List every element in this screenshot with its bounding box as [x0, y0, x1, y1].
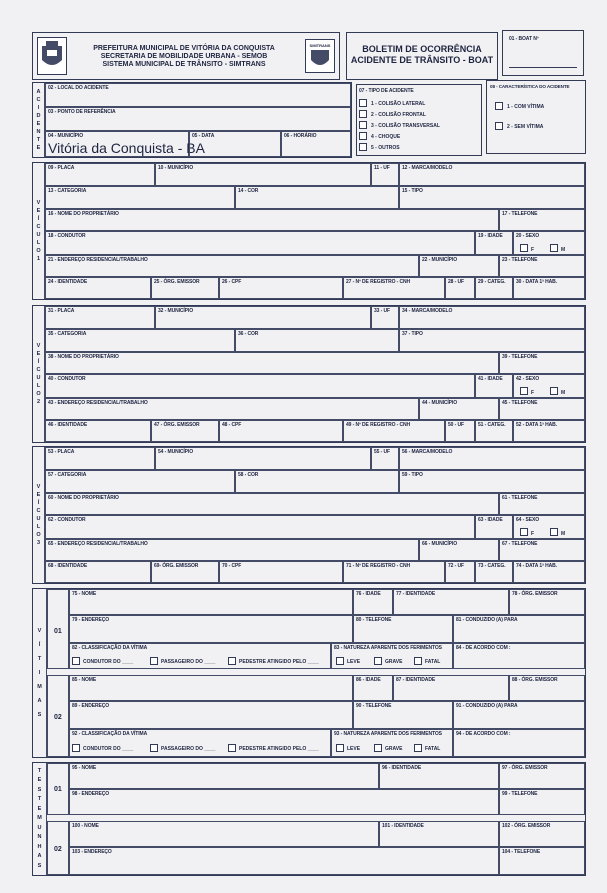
witness-2-phone-field[interactable]: 104 - TELEFONE: [499, 847, 585, 875]
v3-sex-f-checkbox[interactable]: [520, 528, 528, 536]
victim-2-phone-field[interactable]: 90 - TELEFONE: [353, 701, 453, 729]
v2-address-city-field[interactable]: 44 - MUNICÍPIO: [419, 398, 499, 420]
v3-address-field[interactable]: 65 - ENDEREÇO RESIDENCIAL/TRABALHO: [45, 539, 419, 561]
victim-2-driver-checkbox[interactable]: [72, 744, 80, 752]
v3-phone2-field[interactable]: 67 - TELEFONE: [499, 539, 585, 561]
victim-2-id-field[interactable]: 87 - IDENTIDADE: [393, 675, 509, 701]
v1-address-city-field[interactable]: 22 - MUNICÍPIO: [419, 255, 499, 277]
boat-number-box[interactable]: [502, 30, 584, 76]
victim-1-number: 01: [54, 628, 62, 635]
victim-1-id-field[interactable]: 77 - IDENTIDADE: [393, 589, 509, 615]
witness-1-id-field[interactable]: 96 - IDENTIDADE: [379, 763, 499, 789]
municipio-value: Vitória da Conquista - BA: [48, 140, 205, 156]
date-field[interactable]: 05 - DATA: [189, 131, 281, 157]
v3-age-field[interactable]: 63 - IDADE: [475, 515, 513, 539]
v1-cnh-field[interactable]: 27 - Nº DE REGISTRO - CNH: [343, 277, 445, 299]
simtrans-logo-text: SIMTRANS: [309, 42, 331, 48]
victim-1-age-field[interactable]: 76 - IDADE: [353, 589, 393, 615]
v2-color-field[interactable]: 36 - COR: [235, 329, 399, 352]
v1-type-field[interactable]: 15 - TIPO: [399, 186, 585, 209]
v2-address-field[interactable]: 43 - ENDEREÇO RESIDENCIAL/TRABALHO: [45, 398, 419, 420]
city-coat-of-arms-icon: [37, 37, 67, 75]
vehicle-3-side-label: V E Í C U L O 3: [33, 447, 45, 583]
v3-cnh-uf-field[interactable]: 72 - UF: [445, 561, 475, 583]
victim-1-name-field[interactable]: 75 - NOME: [69, 589, 353, 615]
vehicle-3-section: [32, 446, 586, 584]
v1-owner-field[interactable]: 16 - NOME DO PROPRIETÁRIO: [45, 209, 499, 231]
reference-field[interactable]: 03 - PONTO DE REFERÊNCIA: [45, 107, 351, 131]
v1-driver-field[interactable]: 18 - CONDUTOR: [45, 231, 475, 255]
victims-side-label: V Í T I M A S: [33, 589, 47, 757]
v2-city-field[interactable]: 32 - MUNICÍPIO: [155, 306, 371, 329]
victim-1-classification-field: 82 - CLASSIFICAÇÃO DA VÍTIMA CONDUTOR DO ____ PASSAGEIRO DO ____ PEDESTRE ATINGIDO PELO ____: [69, 643, 331, 669]
v3-issuer-field[interactable]: 69- ÓRG. EMISSOR: [151, 561, 219, 583]
v1-cnh-category-field[interactable]: 29 - CATEG.: [475, 277, 513, 299]
v2-cpf-field[interactable]: 48 - CPF: [219, 420, 343, 442]
header-line-3: SISTEMA MUNICIPAL DE TRÂNSITO - SIMTRANS: [102, 61, 266, 68]
accident-characteristic-box: 08 - CARACTERÍSTICA DO ACIDENTE 1 - COM VÍTIMA 2 - SEM VÍTIMA: [486, 80, 586, 154]
victim-2-according-field[interactable]: 94 - DE ACORDO COM :: [453, 729, 585, 757]
victim-2-number: 02: [54, 714, 62, 721]
victim-2-injury-field: 93 - NATUREZA APARENTE DOS FERIMENTOS LEVE GRAVE FATAL: [331, 729, 453, 757]
vehicle-1-side-label: V E Í C U L O 1: [33, 163, 45, 299]
v3-id-field[interactable]: 68 - IDENTIDADE: [45, 561, 151, 583]
v2-issuer-field[interactable]: 47 - ÓRG. EMISSOR: [151, 420, 219, 442]
victim-1-light-checkbox[interactable]: [336, 657, 344, 665]
v3-address-city-field[interactable]: 66 - MUNICÍPIO: [419, 539, 499, 561]
type-checkbox-5[interactable]: [359, 143, 367, 151]
victim-1-phone-field[interactable]: 80 - TELEFONE: [353, 615, 453, 643]
victim-1-fatal-checkbox[interactable]: [414, 657, 422, 665]
v1-sex-m-checkbox[interactable]: [550, 244, 558, 252]
victim-1-driver-checkbox[interactable]: [72, 657, 80, 665]
v3-driver-field[interactable]: 62 - CONDUTOR: [45, 515, 475, 539]
without-victim-checkbox[interactable]: [495, 122, 503, 130]
v2-uf-field[interactable]: 33 - UF: [371, 306, 399, 329]
v3-type-field[interactable]: 59 - TIPO: [399, 470, 585, 493]
v2-owner-field[interactable]: 38 - NOME DO PROPRIETÁRIO: [45, 352, 499, 374]
type-checkbox-1[interactable]: [359, 99, 367, 107]
v3-sex-field: 64 - SEXO F M: [513, 515, 585, 539]
v2-make-field[interactable]: 34 - MARCA/MODELO: [399, 306, 585, 329]
type-checkbox-2[interactable]: [359, 110, 367, 118]
v1-age-field[interactable]: 19 - IDADE: [475, 231, 513, 255]
v1-sex-field: 20 - SEXO F M: [513, 231, 585, 255]
accident-type-box: 07 - TIPO DE ACIDENTE 1 - COLISÃO LATERAL 2 - COLISÃO FRONTAL 3 - COLISÃO TRANSVERSAL 4 - CHOQUE 5 - OUTROS: [356, 84, 482, 156]
municipio-field[interactable]: 04 - MUNICÍPIO Vitória da Conquista - BA: [45, 131, 189, 157]
form-title-1: BOLETIM DE OCORRÊNCIA: [362, 44, 482, 54]
v1-city-field[interactable]: 10 - MUNICÍPIO: [155, 163, 371, 186]
witness-1-number: 01: [54, 786, 62, 793]
v2-cnh-category-field[interactable]: 51 - CATEG.: [475, 420, 513, 442]
v1-cnh-uf-field[interactable]: 28 - UF: [445, 277, 475, 299]
v2-phone2-field[interactable]: 45 - TELEFONE: [499, 398, 585, 420]
vehicle-1-section: [32, 162, 586, 300]
v1-license-date-field[interactable]: 30 - DATA 1ª HAB.: [513, 277, 585, 299]
v3-owner-field[interactable]: 60 - NOME DO PROPRIETÁRIO: [45, 493, 499, 515]
type-checkbox-4[interactable]: [359, 132, 367, 140]
witnesses-section: [32, 762, 586, 876]
witness-2-address-field[interactable]: 103 - ENDEREÇO: [69, 847, 499, 875]
v3-uf-field[interactable]: 55 - UF: [371, 447, 399, 470]
witness-2-number-cell: [47, 821, 69, 875]
v3-city-field[interactable]: 54 - MUNICÍPIO: [155, 447, 371, 470]
accident-type-title: 07 - TIPO DE ACIDENTE: [359, 88, 414, 94]
victim-2-name-field[interactable]: 85 - NOME: [69, 675, 353, 701]
local-field[interactable]: 02 - LOCAL DO ACIDENTE: [45, 83, 351, 107]
victim-2-taken-to-field[interactable]: 91 - CONDUZIDO (A) PARA: [453, 701, 585, 729]
witness-1-phone-field[interactable]: 99 - TELEFONE: [499, 789, 585, 815]
witness-1-name-field[interactable]: 95 - NOME: [69, 763, 379, 789]
v3-cpf-field[interactable]: 70 - CPF: [219, 561, 343, 583]
boat-number-label: 01 - BOAT Nº: [509, 36, 539, 42]
victim-2-issuer-field[interactable]: 88 - ÓRG. EMISSOR: [509, 675, 585, 701]
witness-2-id-field[interactable]: 101 - IDENTIDADE: [379, 821, 499, 847]
v2-sex-field: 42 - SEXO F M: [513, 374, 585, 398]
v1-phone-field[interactable]: 17 - TELEFONE: [499, 209, 585, 231]
v3-license-date-field[interactable]: 74 - DATA 1ª HAB.: [513, 561, 585, 583]
v2-license-date-field[interactable]: 52 - DATA 1ª HAB.: [513, 420, 585, 442]
victim-1-address-field[interactable]: 79 - ENDEREÇO: [69, 615, 353, 643]
header-line-1: PREFEITURA MUNICIPAL DE VITÓRIA DA CONQUISTA: [93, 45, 275, 52]
time-field[interactable]: 06 - HORÁRIO: [281, 131, 351, 157]
victim-2-pedestrian-checkbox[interactable]: [228, 744, 236, 752]
witness-1-address-field[interactable]: 98 - ENDEREÇO: [69, 789, 499, 815]
type-checkbox-3[interactable]: [359, 121, 367, 129]
victims-section: [32, 588, 586, 758]
v3-make-field[interactable]: 56 - MARCA/MODELO: [399, 447, 585, 470]
characteristic-title: 08 - CARACTERÍSTICA DO ACIDENTE: [490, 84, 570, 89]
v2-driver-field[interactable]: 40 - CONDUTOR: [45, 374, 475, 398]
header-line-2: SECRETARIA DE MOBILIDADE URBANA - SEMOB: [100, 53, 268, 60]
with-victim-checkbox[interactable]: [495, 102, 503, 110]
v1-make-field[interactable]: 12 - MARCA/MODELO: [399, 163, 585, 186]
victim-2-age-field[interactable]: 86 - IDADE: [353, 675, 393, 701]
accident-side-label: A C I D E N T E: [33, 83, 45, 157]
v2-phone-field[interactable]: 39 - TELEFONE: [499, 352, 585, 374]
form-title-2: ACIDENTE DE TRÂNSITO - BOAT: [350, 55, 494, 65]
v3-cnh-field[interactable]: 71 - Nº DE REGISTRO - CNH: [343, 561, 445, 583]
v1-issuer-field[interactable]: 25 - ÓRG. EMISSOR: [151, 277, 219, 299]
witness-2-number: 02: [54, 846, 62, 853]
v1-sex-f-checkbox[interactable]: [520, 244, 528, 252]
victim-2-light-checkbox[interactable]: [336, 744, 344, 752]
v1-color-field[interactable]: 14 - COR: [235, 186, 399, 209]
victim-1-pedestrian-checkbox[interactable]: [228, 657, 236, 665]
vehicle-2-side-label: V E Í C U L O 2: [33, 306, 45, 442]
victim-1-number-cell: [47, 589, 69, 669]
victim-1-passenger-checkbox[interactable]: [150, 657, 158, 665]
victim-2-number-cell: [47, 675, 69, 757]
v1-address-field[interactable]: 21 - ENDEREÇO RESIDENCIAL/TRABALHO: [45, 255, 419, 277]
witness-2-name-field[interactable]: 100 - NOME: [69, 821, 379, 847]
v2-age-field[interactable]: 41 - IDADE: [475, 374, 513, 398]
v2-cnh-field[interactable]: 49 - Nº DE REGISTRO - CNH: [343, 420, 445, 442]
v2-type-field[interactable]: 37 - TIPO: [399, 329, 585, 352]
v2-id-field[interactable]: 46 - IDENTIDADE: [45, 420, 151, 442]
v2-category-field[interactable]: 35 - CATEGORIA: [45, 329, 235, 352]
victim-1-according-field[interactable]: 84 - DE ACORDO COM :: [453, 643, 585, 669]
victim-2-address-field[interactable]: 89 - ENDEREÇO: [69, 701, 353, 729]
v3-sex-m-checkbox[interactable]: [550, 528, 558, 536]
boat-number-line: [509, 67, 577, 68]
victim-1-issuer-field[interactable]: 78 - ÓRG. EMISSOR: [509, 589, 585, 615]
victim-2-passenger-checkbox[interactable]: [150, 744, 158, 752]
accident-location-box: [32, 82, 352, 158]
title-box: [346, 32, 498, 80]
v2-sex-m-checkbox[interactable]: [550, 387, 558, 395]
header-box: [32, 32, 340, 80]
v3-cnh-category-field[interactable]: 73 - CATEG.: [475, 561, 513, 583]
victim-1-taken-to-field[interactable]: 81 - CONDUZIDO (A) PARA: [453, 615, 585, 643]
victim-1-serious-checkbox[interactable]: [374, 657, 382, 665]
v3-phone-field[interactable]: 61 - TELEFONE: [499, 493, 585, 515]
v3-color-field[interactable]: 58 - COR: [235, 470, 399, 493]
simtrans-logo: [305, 39, 335, 73]
victim-2-serious-checkbox[interactable]: [374, 744, 382, 752]
vehicle-2-section: [32, 305, 586, 443]
v1-id-field[interactable]: 24 - IDENTIDADE: [45, 277, 151, 299]
witness-1-number-cell: [47, 763, 69, 815]
v3-plate-field[interactable]: 53 - PLACA: [45, 447, 155, 470]
v2-cnh-uf-field[interactable]: 50 - UF: [445, 420, 475, 442]
v1-cpf-field[interactable]: 26 - CPF: [219, 277, 343, 299]
witnesses-side-label: T E S T E M U N H A S: [33, 763, 47, 875]
v1-uf-field[interactable]: 11 - UF: [371, 163, 399, 186]
v1-category-field[interactable]: 13 - CATEGORIA: [45, 186, 235, 209]
witness-1-issuer-field[interactable]: 97 - ÓRG. EMISSOR: [499, 763, 585, 789]
victim-1-injury-field: 83 - NATUREZA APARENTE DOS FERIMENTOS LEVE GRAVE FATAL: [331, 643, 453, 669]
v2-plate-field[interactable]: 31 - PLACA: [45, 306, 155, 329]
v2-sex-f-checkbox[interactable]: [520, 387, 528, 395]
v3-category-field[interactable]: 57 - CATEGORIA: [45, 470, 235, 493]
victim-2-fatal-checkbox[interactable]: [414, 744, 422, 752]
v1-plate-field[interactable]: 09 - PLACA: [45, 163, 155, 186]
victim-2-classification-field: 92 - CLASSIFICAÇÃO DA VÍTIMA CONDUTOR DO ____ PASSAGEIRO DO ____ PEDESTRE ATINGIDO PELO ____: [69, 729, 331, 757]
witness-2-issuer-field[interactable]: 102 - ÓRG. EMISSOR: [499, 821, 585, 847]
v1-phone2-field[interactable]: 23 - TELEFONE: [499, 255, 585, 277]
